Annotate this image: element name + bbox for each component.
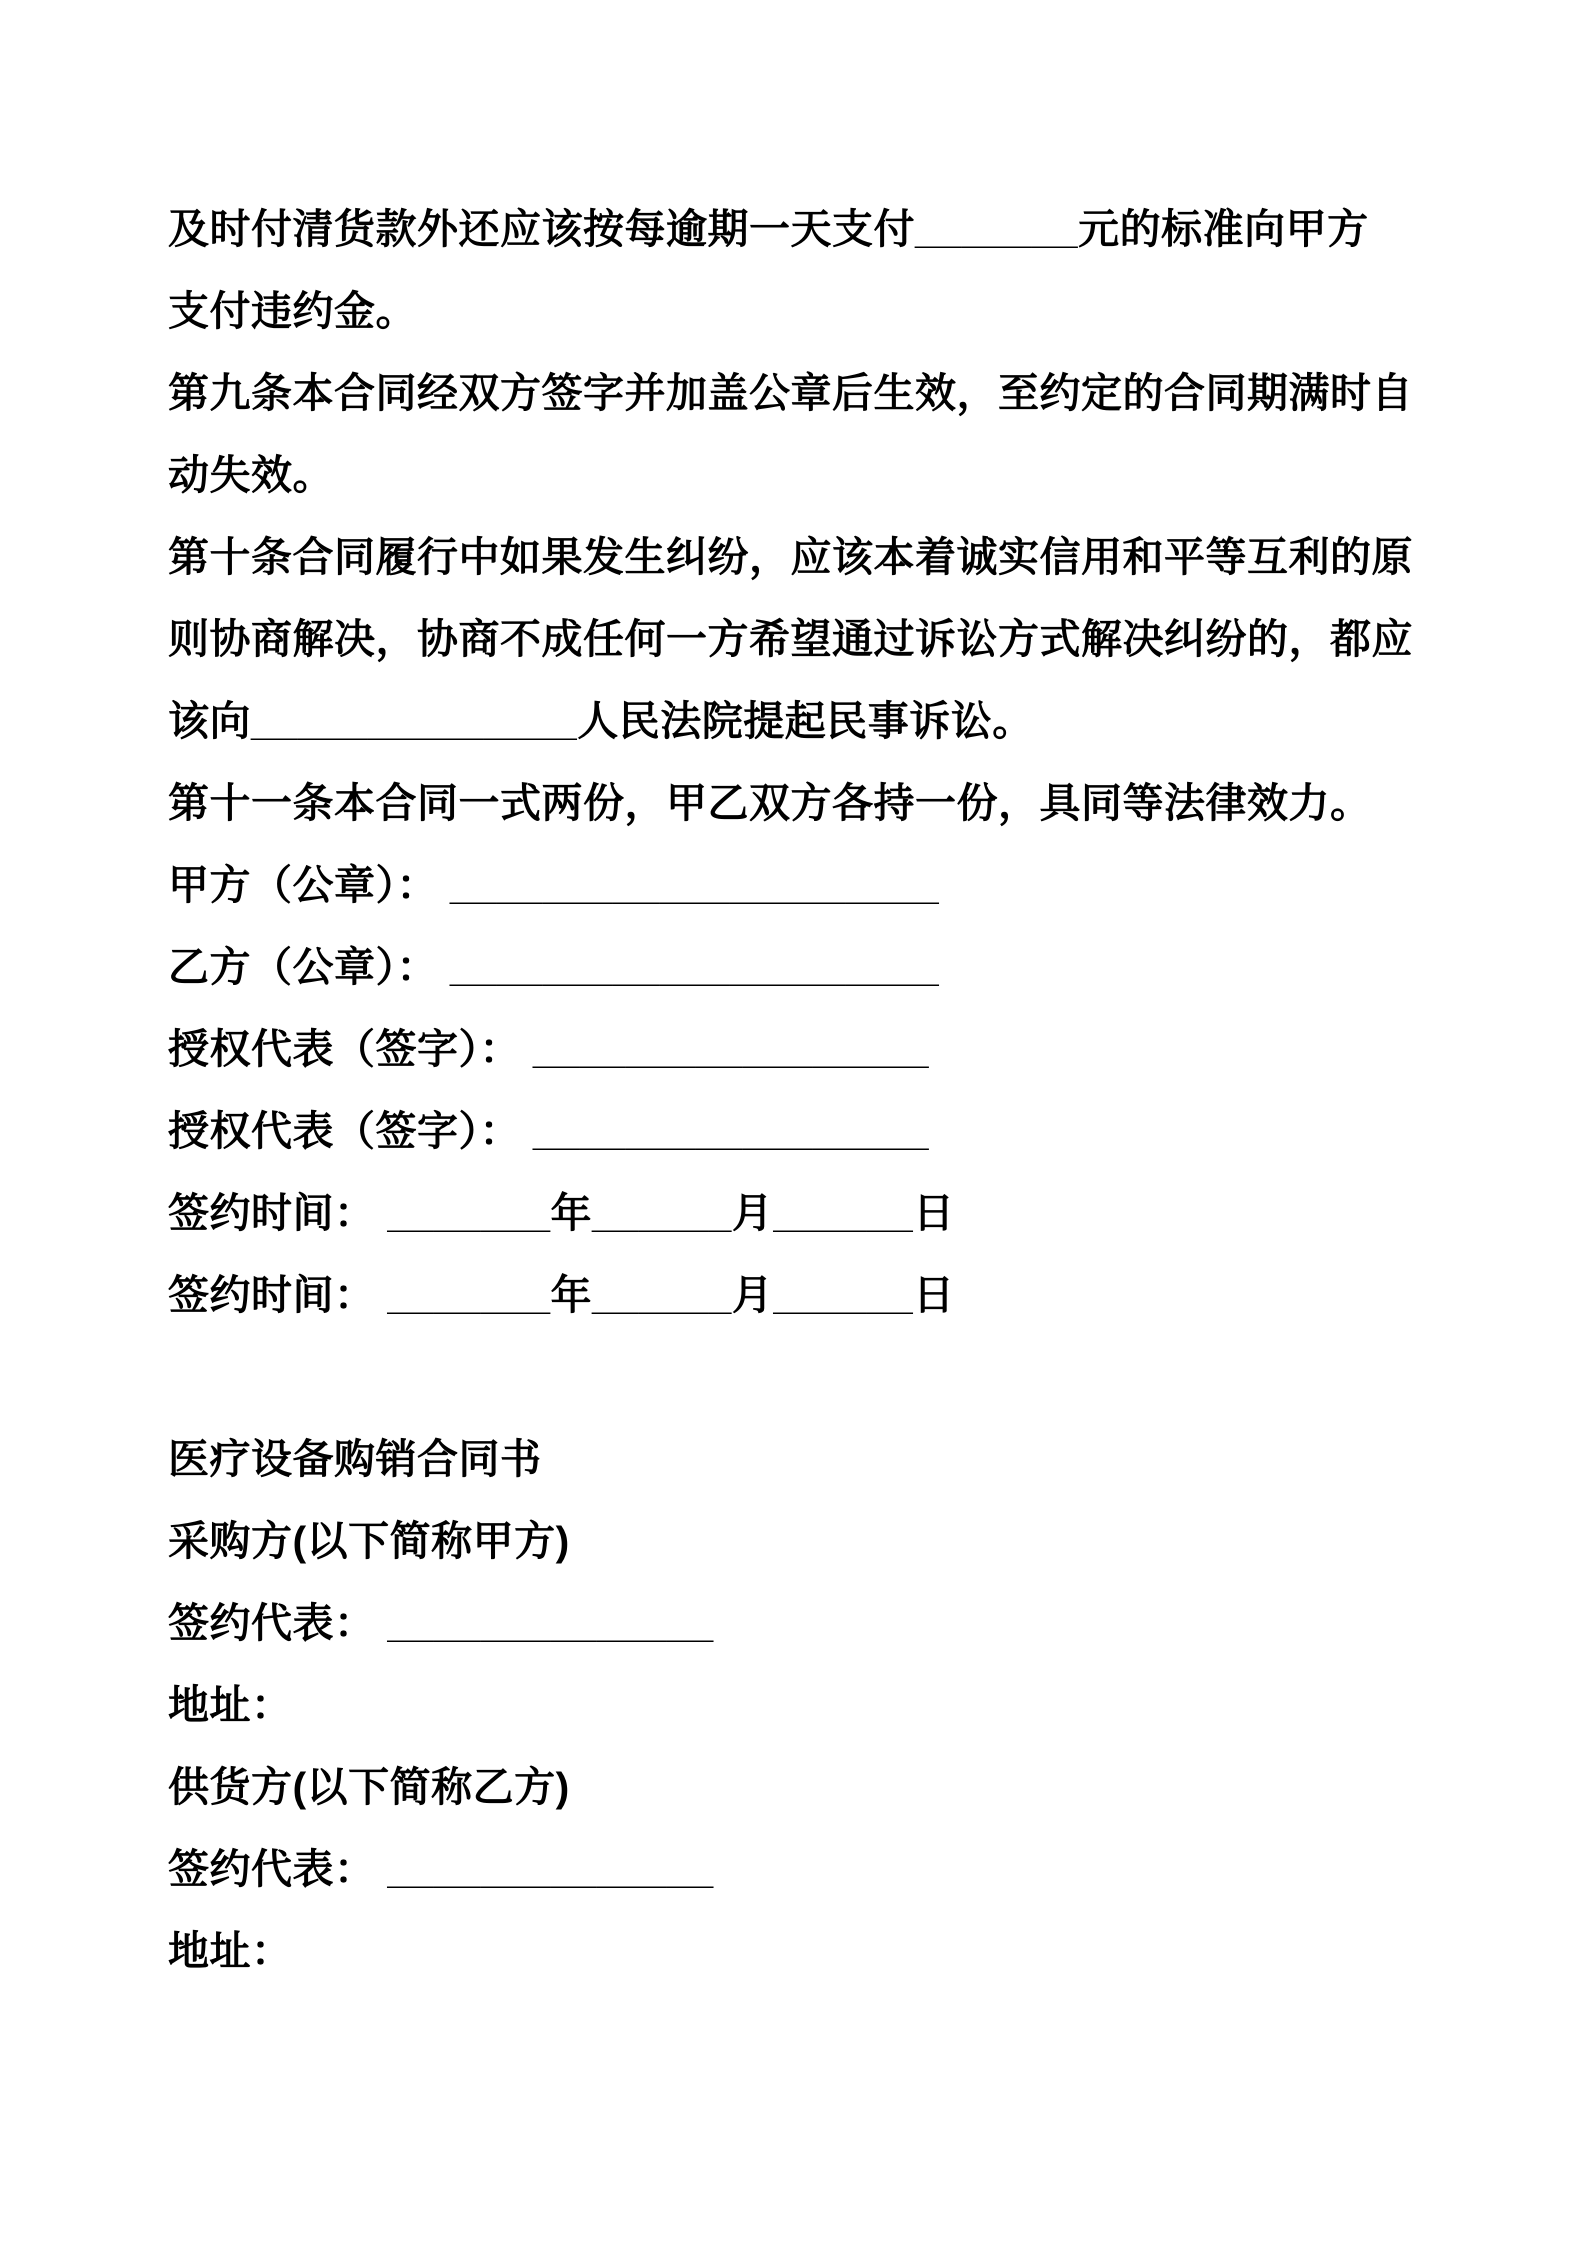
- overdue-payment-clause-line-1: 及时付清货款外还应该按每逾期一天支付_______元的标准向甲方: [168, 206, 1369, 252]
- authorized-rep-signature-line-2: 授权代表（签字）： _________________: [168, 1108, 930, 1154]
- article-10-line-2: 则协商解决，协商不成任何一方希望通过诉讼方式解决纠纷的，都应: [168, 616, 1413, 662]
- article-11-line: 第十一条本合同一式两份，甲乙双方各持一份，具同等法律效力。: [168, 780, 1372, 826]
- article-10-line-3: 该向______________人民法院提起民事诉讼。: [168, 698, 1034, 744]
- overdue-payment-clause-line-2: 支付违约金。: [168, 288, 417, 334]
- contract-title: 医疗设备购销合同书: [168, 1436, 542, 1482]
- article-10-line-1: 第十条合同履行中如果发生纠纷，应该本着诚实信用和平等互利的原: [168, 534, 1413, 580]
- signing-date-line-2: 签约时间： _______年______月______日: [168, 1272, 955, 1318]
- purchaser-address-line: 地址：: [168, 1682, 293, 1728]
- blank-line: [168, 1336, 1428, 1418]
- party-b-seal-line: 乙方（公章）： _____________________: [168, 944, 940, 990]
- purchaser-rep-line: 签约代表： ______________: [168, 1600, 714, 1646]
- document-content: [168, 188, 1428, 1992]
- party-a-seal-line: 甲方（公章）： _____________________: [168, 862, 940, 908]
- supplier-address-line: 地址：: [168, 1928, 293, 1974]
- authorized-rep-signature-line-1: 授权代表（签字）： _________________: [168, 1026, 930, 1072]
- article-9-line-1: 第九条本合同经双方签字并加盖公章后生效，至约定的合同期满时自: [168, 370, 1413, 416]
- supplier-rep-line: 签约代表： ______________: [168, 1846, 714, 1892]
- article-9-line-2: 动失效。: [168, 452, 334, 498]
- purchaser-line: 采购方(以下简称甲方): [168, 1518, 570, 1564]
- supplier-line: 供货方(以下简称乙方): [168, 1764, 570, 1810]
- signing-date-line-1: 签约时间： _______年______月______日: [168, 1190, 955, 1236]
